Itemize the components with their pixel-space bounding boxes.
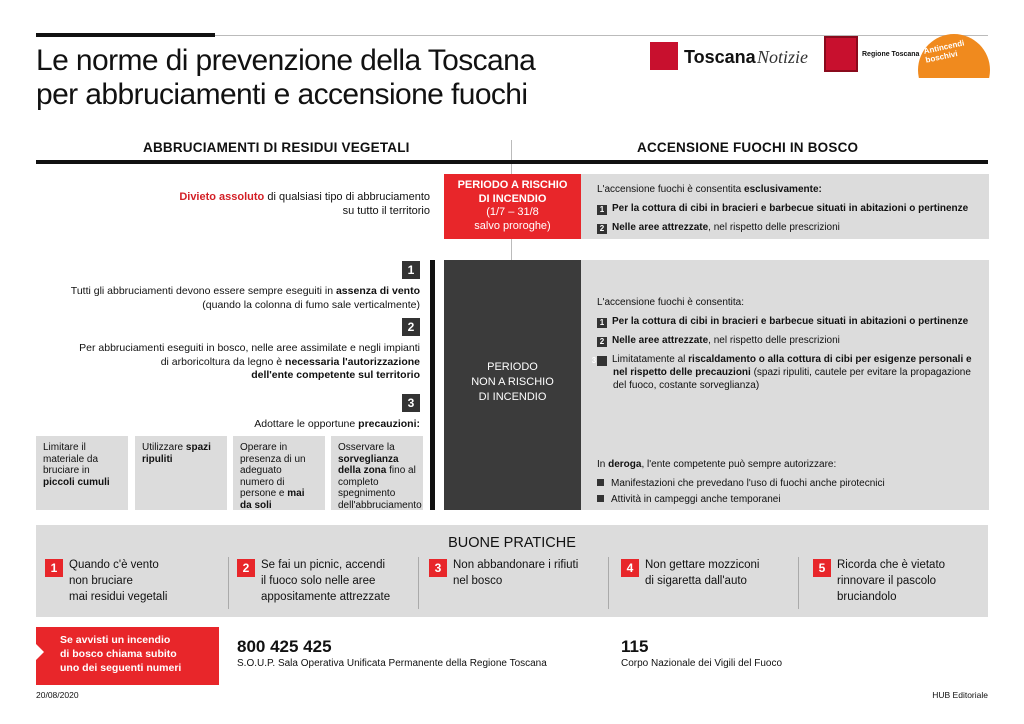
rule-number-3: 3 bbox=[402, 394, 420, 412]
rule-3-text: Adottare le opportune precauzioni: bbox=[254, 418, 420, 430]
non-risk-right-panel bbox=[581, 260, 989, 510]
rule-1-text: Tutti gli abbruciamenti devono essere sempre eseguiti in assenza di vento (quando la colonna di fumo sale verticalmente) bbox=[70, 285, 420, 311]
callout-notch-icon bbox=[36, 644, 44, 660]
practice-separator bbox=[608, 557, 609, 609]
precaution-1: Limitare il materiale da bruciare in piccoli cumuli bbox=[36, 436, 128, 510]
non-risk-period-label: PERIODO NON A RISCHIO DI INCENDIO bbox=[444, 260, 581, 510]
phone-vvf-description: Corpo Nazionale dei Vigili del Fuoco bbox=[621, 658, 783, 669]
toscana-notizie-logo bbox=[650, 42, 825, 72]
practice-number-badge: 5 bbox=[813, 559, 831, 577]
rule-number-2: 2 bbox=[402, 318, 420, 336]
phone-number-soup[interactable]: 800 425 425 bbox=[237, 637, 332, 656]
list-item: 1 Per la cottura di cibi in bracieri e barbecue situati in abitazioni o pertinenze bbox=[597, 315, 973, 328]
practice-number-badge: 1 bbox=[45, 559, 63, 577]
rule-number-1: 1 bbox=[402, 261, 420, 279]
number-badge: 2 bbox=[597, 224, 607, 234]
non-risk-divider-bar bbox=[430, 260, 435, 510]
list-item: Manifestazioni che prevedano l'uso di fuochi anche pirotecnici bbox=[597, 477, 973, 490]
rule-2-text: Per abbruciamenti eseguiti in bosco, nelle aree assimilate e negli impianti di arboricoltura da legno è necessaria l'autorizzazione dell'ente competente sul territorio bbox=[79, 342, 420, 381]
practice-separator bbox=[798, 557, 799, 609]
regione-toscana-pegasus-icon bbox=[824, 36, 858, 72]
footer-credit: HUB Editoriale bbox=[932, 690, 988, 700]
list-item: 3 Limitatamente al riscaldamento o alla cottura di cibi per esigenze personali e nel rispetto delle precauzioni (spazi ripuliti, cautele per evitare la propagazione del fuoco, costante sorveglianza) bbox=[591, 354, 972, 391]
bullet-icon bbox=[597, 479, 604, 486]
emergency-callout: Se avvisti un incendio di bosco chiama subito uno dei seguenti numeri bbox=[36, 627, 219, 685]
logo-notizie-text: Notizie bbox=[757, 47, 809, 67]
precaution-3: Operare in presenza di un adeguato numero di persone e mai da soli bbox=[233, 436, 325, 510]
number-badge: 3 bbox=[597, 356, 607, 366]
title-accent-bar bbox=[36, 33, 215, 37]
practice-separator bbox=[418, 557, 419, 609]
practice-number-badge: 2 bbox=[237, 559, 255, 577]
page-title bbox=[36, 44, 636, 112]
risk-right-intro: L'accensione fuochi è consentita esclusivamente: bbox=[597, 184, 822, 195]
left-column-heading: ABBRUCIAMENTI DI RESIDUI VEGETALI bbox=[143, 140, 410, 155]
divieto-highlight: Divieto assoluto bbox=[179, 191, 265, 203]
title-line-1: Le norme di prevenzione della Toscana bbox=[36, 44, 536, 77]
list-item: 1 Per la cottura di cibi in bracieri e barbecue situati in abitazioni o pertinenze bbox=[597, 202, 973, 215]
risk-period-right-panel bbox=[581, 174, 989, 239]
practice-number-badge: 3 bbox=[429, 559, 447, 577]
number-badge: 2 bbox=[597, 337, 607, 347]
risk-period-label: PERIODO A RISCHIO DI INCENDIO (1/7 – 31/8 salvo proroghe) bbox=[444, 174, 581, 239]
list-item: 2 Nelle aree attrezzate, nel rispetto delle prescrizioni bbox=[597, 221, 973, 234]
logo-toscana-text: Toscana bbox=[684, 47, 756, 67]
deroga-intro: In deroga, l'ente competente può sempre autorizzare: bbox=[597, 459, 837, 470]
phone-soup-description: S.O.U.P. Sala Operativa Unificata Permanente della Regione Toscana bbox=[237, 658, 547, 669]
right-column-heading: ACCENSIONE FUOCHI IN BOSCO bbox=[637, 140, 859, 155]
bullet-icon bbox=[597, 495, 604, 502]
toscana-notizie-mark-icon bbox=[650, 42, 678, 70]
non-risk-right-intro: L'accensione fuochi è consentita: bbox=[597, 297, 745, 308]
precaution-4: Osservare la sorveglianza della zona fino al completo spegnimento dell'abbruciamento bbox=[331, 436, 423, 510]
phone-number-vvf[interactable]: 115 bbox=[621, 637, 649, 656]
heading-rule bbox=[36, 160, 988, 164]
logo-antincendi-text: Antincendi boschivi bbox=[922, 38, 966, 65]
logo-regione-text: Regione Toscana bbox=[862, 51, 920, 58]
number-badge: 1 bbox=[597, 318, 607, 328]
title-line-2: per abbruciamenti e accensione fuochi bbox=[36, 78, 528, 111]
practice-separator bbox=[228, 557, 229, 609]
practice-number-badge: 4 bbox=[621, 559, 639, 577]
precaution-2: Utilizzare spazi ripuliti bbox=[135, 436, 227, 510]
risk-period-left-text: Divieto assoluto di qualsiasi tipo di abbruciamento su tutto il territorio bbox=[179, 191, 430, 217]
good-practices-title: BUONE PRATICHE bbox=[448, 535, 576, 551]
number-badge: 1 bbox=[597, 205, 607, 215]
list-item: Attività in campeggi anche temporanei bbox=[597, 493, 973, 506]
list-item: 2 Nelle aree attrezzate, nel rispetto delle prescrizioni bbox=[597, 334, 973, 347]
header-divider bbox=[215, 35, 988, 36]
publication-date: 20/08/2020 bbox=[36, 690, 79, 700]
antincendi-boschivi-logo bbox=[918, 34, 990, 78]
